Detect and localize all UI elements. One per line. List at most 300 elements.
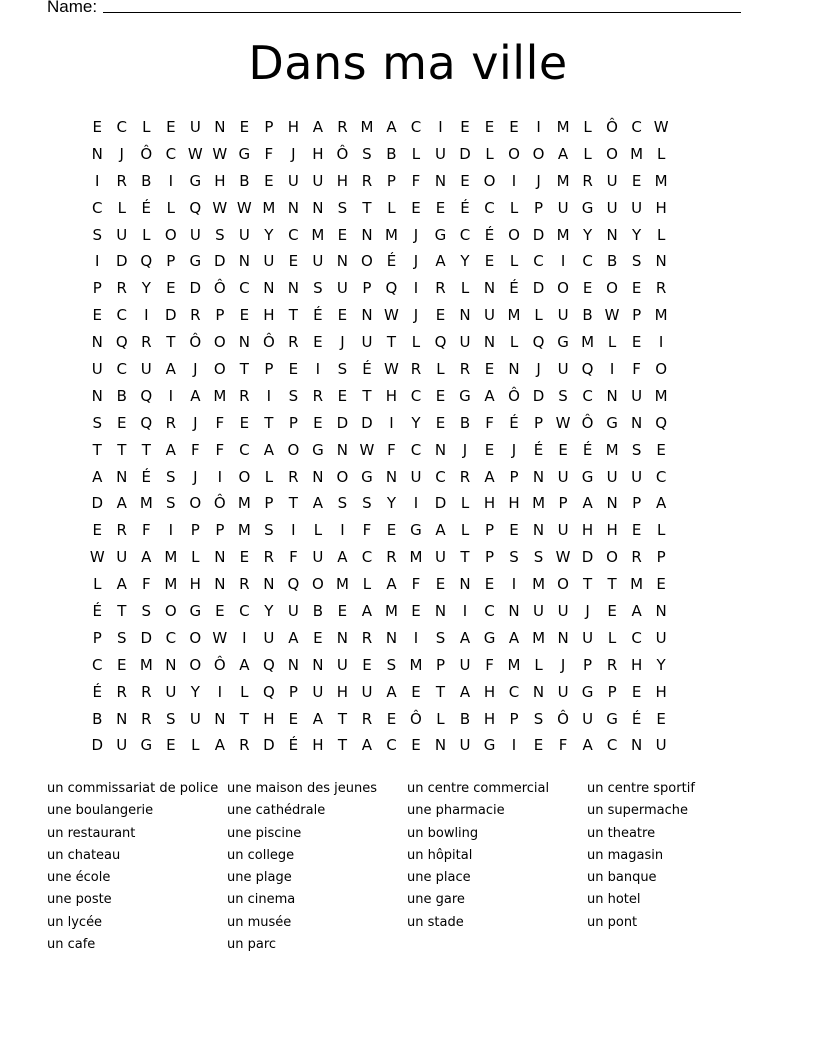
grid-letter: I (95, 252, 100, 271)
grid-letter: R (239, 736, 250, 755)
grid-letter: N (434, 171, 447, 190)
grid-letter: J (511, 440, 517, 459)
grid-letter: C (533, 252, 544, 271)
grid-letter: C (116, 306, 128, 325)
grid-letter: E (239, 306, 250, 325)
word-item: un supermache (587, 803, 689, 819)
grid-letter: C (459, 225, 471, 244)
grid-letter: G (410, 521, 422, 540)
grid-letter: P (190, 521, 200, 540)
grid-letter: E (411, 736, 421, 755)
grid-letter: A (386, 575, 397, 594)
grid-letter: O (213, 360, 226, 379)
word-item: un magasin (587, 847, 664, 863)
grid-letter: U (189, 118, 201, 136)
name-label: Name: (47, 0, 98, 16)
grid-letter: D (581, 548, 594, 567)
grid-letter: T (264, 413, 274, 432)
grid-letter: S (435, 628, 446, 647)
grid-letter: M (139, 655, 153, 674)
grid-letter: A (141, 548, 152, 567)
grid-letter: S (92, 225, 103, 244)
grid-letter: R (239, 386, 250, 405)
word-item: un parc (227, 937, 277, 953)
grid-letter: H (263, 306, 275, 325)
grid-letter: R (165, 413, 177, 432)
grid-letter: Ô (213, 279, 226, 298)
grid-letter: D (165, 306, 177, 325)
grid-letter: É (141, 467, 152, 486)
grid-letter: J (536, 171, 541, 190)
grid-letter: W (212, 198, 228, 217)
grid-letter: I (168, 386, 174, 405)
grid-letter: Y (411, 413, 421, 432)
grid-row (85, 437, 733, 464)
grid-letter: C (655, 467, 667, 486)
grid-letter: H (189, 575, 201, 594)
grid-letter: E (92, 521, 102, 540)
grid-letter: M (507, 655, 521, 674)
grid-letter: J (413, 306, 419, 325)
grid-letter: P (92, 628, 102, 647)
grid-letter: H (483, 682, 496, 701)
grid-letter: U (557, 198, 569, 217)
grid-letter: L (607, 628, 617, 647)
word-item: une école (47, 870, 111, 886)
grid-letter: C (165, 144, 177, 163)
letter-grid (85, 114, 733, 759)
grid-letter: T (288, 306, 298, 325)
grid-letter: A (337, 548, 348, 567)
grid-letter: P (632, 306, 642, 325)
grid-row (85, 490, 733, 517)
grid-row (85, 383, 733, 410)
grid-letter: G (581, 198, 594, 217)
word-item: un bowling (407, 825, 479, 841)
word-item: un commissariat de police (47, 781, 219, 796)
word-item: un theatre (587, 825, 656, 841)
grid-letter: A (386, 118, 397, 136)
grid-letter: U (189, 225, 201, 244)
grid-letter: O (164, 225, 177, 244)
word-item: une maison des jeunes (227, 781, 377, 796)
grid-letter: E (484, 360, 495, 379)
grid-letter: T (337, 736, 347, 755)
grid-letter: M (630, 144, 644, 163)
grid-letter: U (434, 144, 446, 163)
grid-letter: R (190, 306, 201, 325)
grid-letter: U (287, 171, 299, 190)
grid-letter: B (582, 306, 593, 325)
grid-letter: C (361, 548, 373, 567)
grid-letter: D (115, 252, 128, 271)
grid-letter: G (189, 602, 202, 621)
grid-letter: L (411, 333, 421, 352)
grid-letter: M (654, 306, 668, 325)
grid-letter: P (484, 521, 495, 540)
grid-letter: L (191, 548, 200, 567)
grid-letter: M (654, 171, 668, 190)
grid-letter: A (435, 521, 446, 540)
grid-letter: T (337, 709, 347, 728)
grid-letter: J (193, 360, 198, 379)
grid-letter: L (460, 279, 470, 298)
grid-letter: N (312, 655, 324, 674)
grid-letter: L (117, 198, 126, 217)
grid-letter: C (92, 198, 103, 217)
grid-letter: G (312, 440, 324, 459)
grid-letter: E (631, 682, 642, 701)
grid-letter: O (336, 467, 349, 486)
grid-letter: R (337, 118, 348, 136)
grid-letter: B (239, 171, 250, 190)
word-column (587, 778, 767, 956)
grid-letter: L (240, 682, 249, 701)
grid-letter: N (434, 440, 447, 459)
grid-letter: É (92, 602, 102, 621)
word-item: un lycée (47, 914, 103, 930)
grid-letter: W (555, 548, 571, 567)
grid-letter: A (288, 628, 299, 647)
grid-letter: G (606, 709, 618, 728)
grid-letter: N (312, 467, 324, 486)
grid-row (85, 652, 733, 679)
grid-letter: L (583, 144, 592, 163)
grid-letter: E (92, 118, 102, 136)
grid-letter: U (312, 171, 324, 190)
grid-letter: Q (655, 413, 668, 432)
word-item: une poste (47, 892, 112, 908)
grid-letter: W (89, 548, 105, 567)
grid-letter: P (288, 682, 298, 701)
grid-letter: C (582, 252, 593, 271)
grid-letter: N (532, 521, 545, 540)
grid-letter: T (92, 440, 102, 459)
grid-letter: R (239, 575, 250, 594)
grid-letter: E (239, 413, 250, 432)
grid-letter: E (337, 225, 348, 244)
grid-letter: T (239, 360, 249, 379)
grid-letter: E (509, 118, 519, 136)
grid-letter: I (511, 171, 517, 190)
grid-letter: I (389, 413, 394, 432)
grid-row (85, 410, 733, 437)
word-column (227, 778, 407, 956)
grid-letter: A (190, 386, 201, 405)
grid-letter: A (165, 360, 176, 379)
grid-letter: P (215, 521, 225, 540)
grid-letter: O (213, 333, 226, 352)
grid-letter: O (238, 467, 251, 486)
grid-letter: P (509, 467, 519, 486)
grid-letter: G (361, 467, 373, 486)
grid-letter: N (655, 252, 667, 271)
grid-letter: E (607, 602, 617, 621)
grid-letter: M (384, 225, 398, 244)
grid-letter: H (508, 494, 520, 513)
grid-letter: Q (262, 655, 275, 674)
name-field (47, 0, 741, 18)
grid-letter: D (459, 144, 471, 163)
grid-letter: L (191, 736, 200, 755)
grid-letter: U (557, 682, 569, 701)
grid-letter: P (656, 548, 666, 567)
grid-letter: U (459, 655, 471, 674)
grid-letter: Y (141, 279, 151, 298)
grid-letter: P (362, 279, 372, 298)
grid-letter: R (288, 333, 299, 352)
grid-letter: H (312, 736, 324, 755)
grid-letter: S (558, 386, 568, 405)
grid-letter: U (116, 548, 128, 567)
grid-letter: H (263, 709, 275, 728)
grid-letter: D (532, 279, 545, 298)
grid-letter: P (288, 413, 298, 432)
grid-letter: U (91, 360, 103, 379)
grid-row (85, 195, 733, 222)
grid-letter: U (557, 467, 569, 486)
grid-letter: N (606, 225, 618, 244)
grid-row (85, 517, 733, 544)
grid-letter: N (385, 628, 398, 647)
grid-letter: É (92, 682, 102, 701)
grid-letter: H (214, 171, 226, 190)
grid-letter: W (236, 198, 252, 217)
grid-letter: U (263, 628, 275, 647)
grid-letter: O (655, 360, 668, 379)
grid-letter: C (484, 198, 495, 217)
grid-letter: E (215, 602, 225, 621)
grid-letter: S (166, 709, 176, 728)
grid-letter: M (139, 494, 153, 513)
grid-letter: N (483, 333, 496, 352)
grid-letter: F (632, 360, 641, 379)
grid-letter: Q (532, 333, 545, 352)
grid-row (85, 732, 733, 759)
grid-letter: F (411, 575, 421, 594)
grid-letter: M (409, 655, 423, 674)
grid-letter: O (164, 602, 177, 621)
grid-letter: I (340, 521, 345, 540)
grid-letter: S (313, 279, 323, 298)
grid-letter: M (384, 602, 398, 621)
grid-letter: U (606, 198, 618, 217)
grid-letter: O (606, 548, 618, 567)
word-item: une piscine (227, 825, 302, 841)
grid-letter: W (212, 628, 228, 647)
grid-letter: L (142, 118, 151, 136)
word-item: une gare (407, 892, 465, 908)
grid-letter: N (606, 386, 618, 405)
grid-letter: J (536, 360, 541, 379)
grid-letter: I (217, 682, 223, 701)
grid-letter: F (215, 413, 225, 432)
grid-letter: E (166, 279, 176, 298)
grid-letter: I (413, 279, 419, 298)
grid-letter: I (217, 467, 223, 486)
grid-letter: E (313, 333, 323, 352)
grid-letter: N (91, 386, 103, 405)
grid-letter: U (116, 736, 128, 755)
grid-letter: H (312, 144, 324, 163)
word-item: un stade (407, 914, 464, 930)
grid-letter: D (189, 279, 202, 298)
grid-letter: J (560, 655, 566, 674)
grid-letter: A (484, 386, 495, 405)
grid-letter: E (239, 118, 250, 136)
grid-letter: E (313, 628, 323, 647)
grid-letter: U (189, 709, 201, 728)
grid-letter: J (340, 333, 345, 352)
grid-letter: E (460, 118, 470, 136)
grid-letter: U (655, 628, 667, 647)
grid-letter: G (140, 736, 153, 755)
grid-letter: O (532, 144, 545, 163)
grid-letter: Ô (336, 144, 349, 163)
grid-letter: N (336, 252, 349, 271)
grid-letter: N (336, 440, 349, 459)
word-item: un cafe (47, 937, 96, 953)
grid-letter: Ô (213, 655, 226, 674)
grid-letter: R (141, 682, 152, 701)
grid-letter: D (336, 413, 349, 432)
grid-letter: É (141, 198, 152, 217)
grid-letter: H (630, 655, 643, 674)
grid-letter: N (287, 655, 299, 674)
grid-letter: N (91, 144, 103, 163)
grid-letter: C (239, 602, 250, 621)
grid-letter: E (484, 118, 495, 136)
grid-letter: E (509, 521, 519, 540)
grid-letter: M (409, 548, 423, 567)
grid-letter: P (534, 198, 544, 217)
grid-letter: E (533, 736, 544, 755)
grid-letter: M (532, 494, 546, 513)
grid-letter: E (631, 279, 642, 298)
grid-letter: E (631, 333, 642, 352)
grid-letter: O (361, 252, 373, 271)
grid-letter: O (557, 279, 569, 298)
grid-letter: A (361, 736, 373, 755)
grid-letter: G (581, 682, 594, 701)
grid-letter: U (361, 333, 373, 352)
grid-letter: P (607, 682, 617, 701)
grid-letter: N (238, 252, 250, 271)
grid-letter: N (238, 333, 250, 352)
grid-letter: P (386, 171, 396, 190)
grid-letter: O (189, 628, 202, 647)
grid-letter: S (631, 440, 642, 459)
grid-letter: S (215, 225, 225, 244)
grid-letter: M (213, 386, 227, 405)
grid-letter: N (630, 413, 643, 432)
grid-letter: I (413, 494, 419, 513)
grid-letter: N (532, 682, 545, 701)
grid-letter: F (289, 548, 298, 567)
grid-letter: E (582, 279, 593, 298)
grid-letter: I (462, 602, 468, 621)
grid-letter: W (604, 306, 620, 325)
grid-letter: O (287, 440, 300, 459)
grid-letter: Q (189, 198, 202, 217)
grid-letter: L (411, 144, 421, 163)
grid-letter: L (460, 494, 470, 513)
grid-letter: S (386, 655, 397, 674)
grid-letter: H (287, 118, 300, 136)
grid-letter: I (536, 118, 541, 136)
grid-letter: E (362, 655, 372, 674)
word-bank (47, 778, 767, 956)
grid-letter: D (91, 494, 104, 513)
grid-row (85, 302, 733, 329)
grid-letter: E (656, 709, 666, 728)
grid-letter: E (386, 521, 397, 540)
grid-row (85, 598, 733, 625)
grid-letter: S (362, 144, 372, 163)
grid-row (85, 679, 733, 706)
grid-letter: H (483, 494, 496, 513)
grid-letter: C (116, 360, 128, 379)
word-item: un hotel (587, 892, 641, 908)
word-item: un hôpital (407, 847, 473, 863)
grid-letter: N (508, 602, 520, 621)
grid-letter: P (435, 655, 445, 674)
grid-letter: I (242, 628, 247, 647)
grid-letter: U (557, 602, 569, 621)
grid-letter: E (337, 602, 348, 621)
grid-letter: F (141, 575, 151, 594)
grid-letter: U (557, 521, 569, 540)
name-underline (103, 12, 741, 13)
grid-letter: N (214, 548, 226, 567)
grid-letter: U (336, 655, 348, 674)
grid-letter: D (91, 736, 104, 755)
grid-letter: U (459, 736, 471, 755)
grid-letter: I (315, 360, 321, 379)
word-column (47, 778, 227, 956)
grid-letter: L (656, 144, 666, 163)
grid-letter: E (166, 118, 176, 136)
grid-letter: U (410, 467, 422, 486)
grid-letter: L (509, 333, 519, 352)
grid-row (85, 275, 733, 302)
grid-letter: Ô (557, 709, 569, 728)
grid-letter: E (656, 440, 666, 459)
grid-letter: W (187, 144, 203, 163)
grid-letter: Q (385, 279, 398, 298)
grid-letter: H (581, 521, 594, 540)
grid-letter: M (556, 225, 570, 244)
grid-letter: N (312, 198, 324, 217)
grid-letter: C (435, 467, 446, 486)
grid-letter: U (165, 682, 177, 701)
grid-letter: N (434, 736, 447, 755)
grid-letter: U (263, 252, 275, 271)
grid-letter: A (435, 252, 446, 271)
grid-letter: É (484, 225, 495, 244)
grid-letter: M (581, 333, 595, 352)
grid-letter: A (361, 602, 373, 621)
grid-letter: Y (190, 682, 200, 701)
grid-letter: U (606, 467, 618, 486)
grid-letter: E (656, 575, 666, 594)
grid-row (85, 141, 733, 168)
grid-letter: J (585, 602, 590, 621)
word-item: un restaurant (47, 825, 136, 841)
grid-letter: E (117, 413, 127, 432)
grid-letter: Y (460, 252, 470, 271)
grid-letter: A (582, 736, 593, 755)
